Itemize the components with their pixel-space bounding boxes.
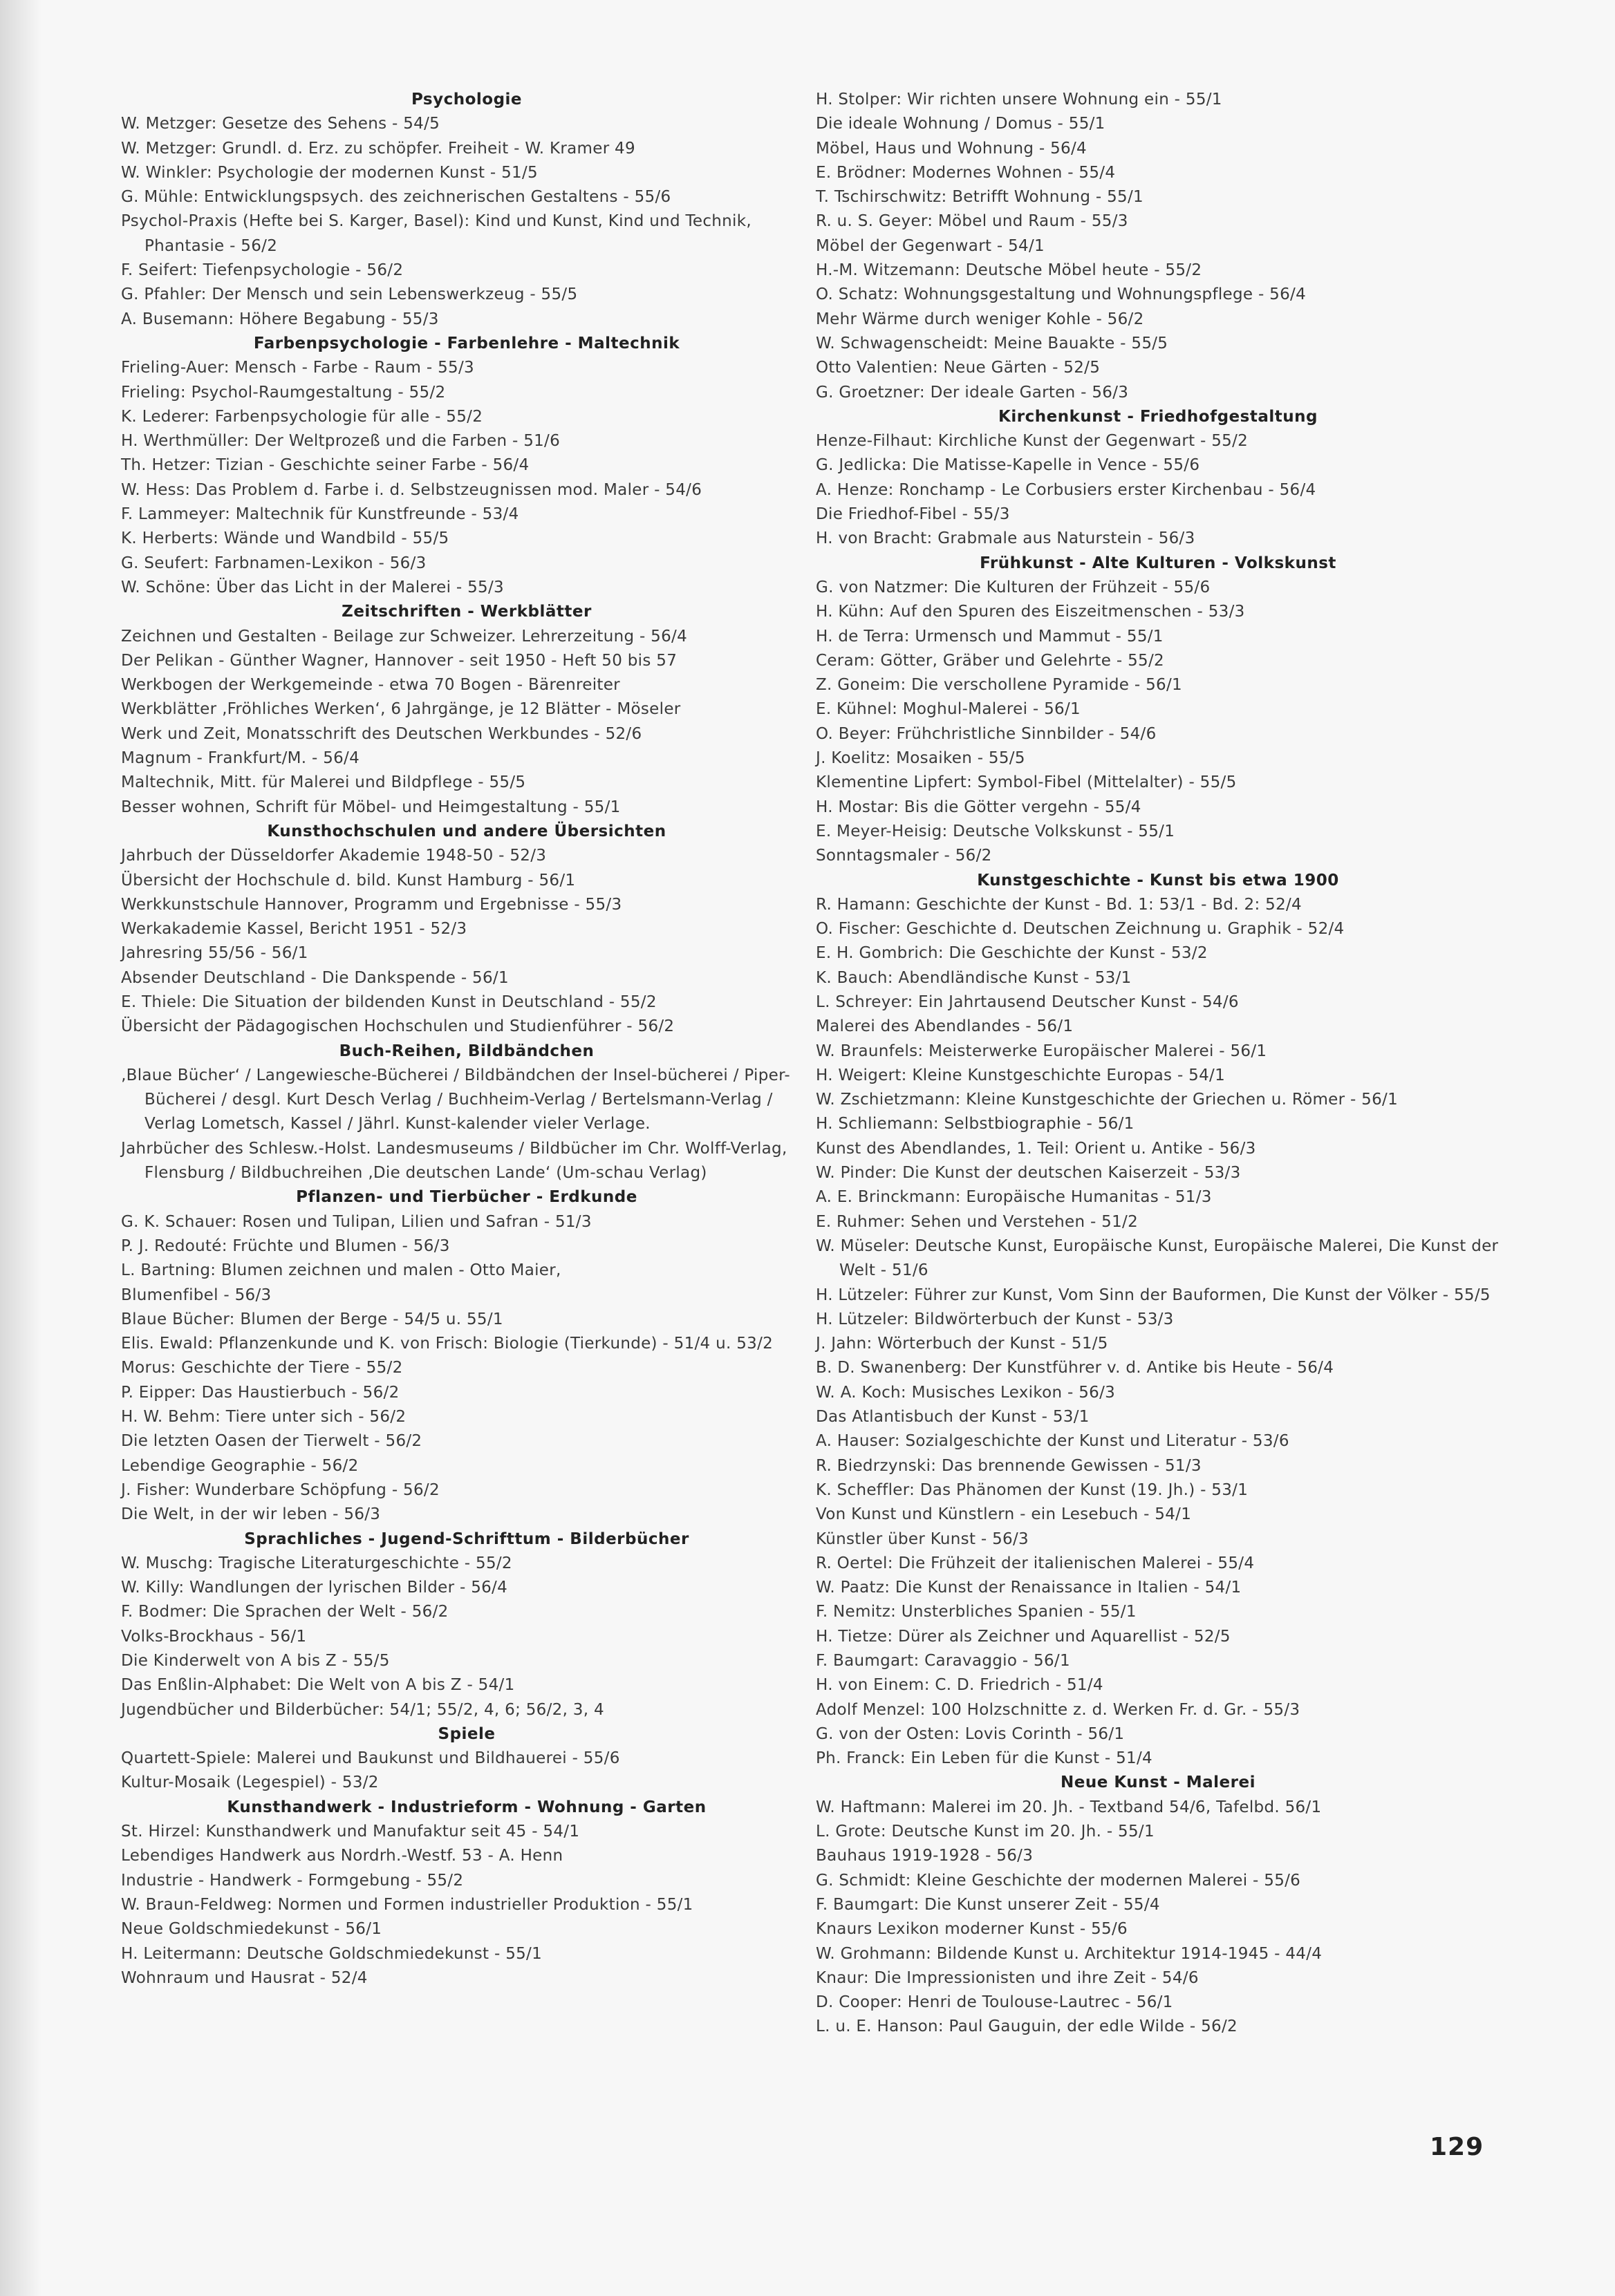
list-item: H. Mostar: Bis die Götter vergehn - 55/4 xyxy=(816,798,1141,816)
list-item: F. Lammeyer: Maltechnik für Kunstfreunde - 53/4 xyxy=(121,505,519,524)
list-item: Adolf Menzel: 100 Holzschnitte z. d. Werken Fr. d. Gr. - 55/3 xyxy=(816,1700,1300,1719)
section-heading: Pflanzen- und Tierbücher - Erdkunde xyxy=(296,1188,637,1207)
page-number: 129 xyxy=(1430,2133,1484,2161)
list-item: H. W. Behm: Tiere unter sich - 56/2 xyxy=(121,1408,407,1427)
list-item: F. Baumgart: Caravaggio - 56/1 xyxy=(816,1652,1070,1670)
list-item: Jahrbuch der Düsseldorfer Akademie 1948-50 - 52/3 xyxy=(121,847,547,865)
list-item: H. Lützeler: Führer zur Kunst, Vom Sinn der Bauformen, Die Kunst der Völker - 55/5 xyxy=(816,1286,1491,1304)
list-item: G. Pfahler: Der Mensch und sein Lebenswerkzeug - 55/5 xyxy=(121,285,578,304)
list-item: E. Meyer-Heisig: Deutsche Volkskunst - 55/1 xyxy=(816,822,1175,840)
section xyxy=(121,1796,812,1991)
list-item: H. Werthmüller: Der Weltprozeß und die Farben - 51/6 xyxy=(121,432,561,451)
book-gutter xyxy=(0,0,41,2296)
list-item: Übersicht der Pädagogischen Hochschulen und Studienführer - 56/2 xyxy=(121,1017,675,1036)
list-item: Werkakademie Kassel, Bericht 1951 - 52/3 xyxy=(121,920,467,939)
list-item: H. von Bracht: Grabmale aus Naturstein - 56/3 xyxy=(816,529,1195,548)
list-item: Industrie - Handwerk - Formgebung - 55/2 xyxy=(121,1871,464,1890)
list-item: R. u. S. Geyer: Möbel und Raum - 55/3 xyxy=(816,212,1128,231)
section-heading: Frühkunst - Alte Kulturen - Volkskunst xyxy=(980,554,1336,572)
section xyxy=(121,1722,812,1796)
section xyxy=(121,88,812,332)
section-heading: Buch-Reihen, Bildbändchen xyxy=(339,1042,595,1060)
list-item: Kunst des Abendlandes, 1. Teil: Orient u. Antike - 56/3 xyxy=(816,1139,1256,1158)
list-item: Otto Valentien: Neue Gärten - 52/5 xyxy=(816,359,1101,377)
list-item: Psychol-Praxis (Hefte bei S. Karger, Basel): Kind und Kunst, Kind und Technik, Phantasie - 56/2 xyxy=(121,212,752,255)
list-item: Ph. Franck: Ein Leben für die Kunst - 51/4 xyxy=(816,1749,1152,1768)
list-item: E. H. Gombrich: Die Geschichte der Kunst - 53/2 xyxy=(816,944,1208,963)
list-item: Die letzten Oasen der Tierwelt - 56/2 xyxy=(121,1432,422,1451)
section xyxy=(816,552,1500,869)
left-column xyxy=(121,88,812,1991)
list-item: Frieling-Auer: Mensch - Farbe - Raum - 55/3 xyxy=(121,359,474,377)
list-item: E. Brödner: Modernes Wohnen - 55/4 xyxy=(816,163,1116,182)
list-item: Elis. Ewald: Pflanzenkunde und K. von Frisch: Biologie (Tierkunde) - 51/4 u. 53/2 xyxy=(121,1335,774,1353)
list-item: Jahrbücher des Schlesw.-Holst. Landesmuseums / Bildbücher im Chr. Wolff-Verlag, Flensburg / Bildbuchreihen ‚Die deutschen Lande‘ (Um-schau Verlag) xyxy=(121,1139,787,1183)
list-item: W. Hess: Das Problem d. Farbe i. d. Selbstzeugnissen mod. Maler - 54/6 xyxy=(121,480,702,499)
list-item: Henze-Filhaut: Kirchliche Kunst der Gegenwart - 55/2 xyxy=(816,432,1249,451)
list-item: E. Thiele: Die Situation der bildenden Kunst in Deutschland - 55/2 xyxy=(121,992,657,1011)
list-item: Mehr Wärme durch weniger Kohle - 56/2 xyxy=(816,310,1144,328)
section-heading: Sprachliches - Jugend-Schrifttum - Bilderbücher xyxy=(244,1530,689,1548)
list-item: H. de Terra: Urmensch und Mammut - 55/1 xyxy=(816,627,1164,646)
list-item: W. Pinder: Die Kunst der deutschen Kaiserzeit - 53/3 xyxy=(816,1164,1241,1183)
list-item: Bauhaus 1919-1928 - 56/3 xyxy=(816,1847,1034,1865)
list-item: G. Mühle: Entwicklungspsych. des zeichnerischen Gestaltens - 55/6 xyxy=(121,188,671,207)
list-item: Zeichnen und Gestalten - Beilage zur Schweizer. Lehrerzeitung - 56/4 xyxy=(121,627,688,646)
list-item: St. Hirzel: Kunsthandwerk und Manufaktur seit 45 - 54/1 xyxy=(121,1823,580,1841)
list-item: W. Winkler: Psychologie der modernen Kunst - 51/5 xyxy=(121,163,538,182)
section xyxy=(121,332,812,600)
section xyxy=(816,405,1500,552)
list-item: K. Scheffler: Das Phänomen der Kunst (19. Jh.) - 53/1 xyxy=(816,1480,1249,1499)
list-item: L. Schreyer: Ein Jahrtausend Deutscher Kunst - 54/6 xyxy=(816,992,1239,1011)
list-item: F. Bodmer: Die Sprachen der Welt - 56/2 xyxy=(121,1603,449,1621)
list-item: Volks-Brockhaus - 56/1 xyxy=(121,1627,307,1646)
list-item: Lebendiges Handwerk aus Nordrh.-Westf. 53 - A. Henn xyxy=(121,1847,563,1865)
list-item: L. u. E. Hanson: Paul Gauguin, der edle Wilde - 56/2 xyxy=(816,2017,1238,2036)
list-item: R. Hamann: Geschichte der Kunst - Bd. 1: 53/1 - Bd. 2: 52/4 xyxy=(816,895,1302,914)
list-item: O. Fischer: Geschichte d. Deutschen Zeichnung u. Graphik - 52/4 xyxy=(816,920,1345,939)
list-item: Neue Goldschmiedekunst - 56/1 xyxy=(121,1920,382,1939)
list-item: W. Braunfels: Meisterwerke Europäischer Malerei - 56/1 xyxy=(816,1042,1267,1060)
list-item: Die Welt, in der wir leben - 56/3 xyxy=(121,1505,381,1524)
list-item: Jahresring 55/56 - 56/1 xyxy=(121,944,308,963)
list-item: O. Schatz: Wohnungsgestaltung und Wohnungspflege - 56/4 xyxy=(816,285,1307,304)
section xyxy=(121,1185,812,1527)
list-item: G. Jedlicka: Die Matisse-Kapelle in Vence - 55/6 xyxy=(816,456,1200,475)
list-item: Lebendige Geographie - 56/2 xyxy=(121,1456,359,1475)
right-column xyxy=(816,88,1500,2040)
list-item: W. A. Koch: Musisches Lexikon - 56/3 xyxy=(816,1383,1116,1402)
list-item: T. Tschirschwitz: Betrifft Wohnung - 55/1 xyxy=(816,188,1143,207)
list-item: G. Seufert: Farbnamen-Lexikon - 56/3 xyxy=(121,554,427,572)
section-heading: Kunsthochschulen und andere Übersichten xyxy=(267,822,666,840)
list-item: Werkkunstschule Hannover, Programm und Ergebnisse - 55/3 xyxy=(121,895,622,914)
section-heading: Spiele xyxy=(438,1724,496,1743)
section-heading: Neue Kunst - Malerei xyxy=(1061,1773,1255,1792)
list-item: W. Paatz: Die Kunst der Renaissance in Italien - 54/1 xyxy=(816,1579,1242,1597)
list-item: Th. Hetzer: Tizian - Geschichte seiner Farbe - 56/4 xyxy=(121,456,530,475)
list-item: Übersicht der Hochschule d. bild. Kunst Hamburg - 56/1 xyxy=(121,871,576,890)
list-item: Wohnraum und Hausrat - 52/4 xyxy=(121,1968,368,1987)
list-item: Werkblätter ‚Fröhliches Werken‘, 6 Jahrgänge, je 12 Blätter - Möseler xyxy=(121,700,681,719)
list-item: E. Ruhmer: Sehen und Verstehen - 51/2 xyxy=(816,1212,1139,1231)
list-item: ‚Blaue Bücher‘ / Langewiesche-Bücherei / Bildbändchen der Insel-bücherei / Piper-Bücherei / desgl. Kurt Desch Verlag / Buchheim-Verlag / Bertelsmann-Verlag / Verlag Lometsch, Kassel / Jährl. Kunst-kalender vieler Verlage. xyxy=(121,1066,790,1133)
list-item: H. Weigert: Kleine Kunstgeschichte Europas - 54/1 xyxy=(816,1066,1226,1084)
list-item: Möbel der Gegenwart - 54/1 xyxy=(816,236,1045,255)
list-item: G. Schmidt: Kleine Geschichte der modernen Malerei - 55/6 xyxy=(816,1871,1301,1890)
section xyxy=(121,820,812,1039)
list-item: H. Schliemann: Selbstbiographie - 56/1 xyxy=(816,1115,1135,1133)
list-item: Absender Deutschland - Die Dankspende - 56/1 xyxy=(121,968,509,987)
list-item: W. Schwagenscheidt: Meine Bauakte - 55/5 xyxy=(816,334,1168,352)
list-item: R. Biedrzynski: Das brennende Gewissen - 51/3 xyxy=(816,1456,1202,1475)
list-item: H. Tietze: Dürer als Zeichner und Aquarellist - 52/5 xyxy=(816,1627,1231,1646)
list-item: Das Atlantisbuch der Kunst - 53/1 xyxy=(816,1408,1090,1427)
list-item: Quartett-Spiele: Malerei und Baukunst und Bildhauerei - 55/6 xyxy=(121,1749,620,1768)
list-item: Der Pelikan - Günther Wagner, Hannover - seit 1950 - Heft 50 bis 57 xyxy=(121,651,678,670)
list-item: Knaur: Die Impressionisten und ihre Zeit - 54/6 xyxy=(816,1968,1199,1987)
list-item: Die Friedhof-Fibel - 55/3 xyxy=(816,505,1010,524)
list-item: R. Oertel: Die Frühzeit der italienischen Malerei - 55/4 xyxy=(816,1554,1255,1572)
list-item: K. Herberts: Wände und Wandbild - 55/5 xyxy=(121,529,449,548)
list-item: G. von Natzmer: Die Kulturen der Frühzeit - 55/6 xyxy=(816,578,1211,596)
list-item: Magnum - Frankfurt/M. - 56/4 xyxy=(121,749,360,768)
list-item: G. von der Osten: Lovis Corinth - 56/1 xyxy=(816,1724,1125,1743)
list-item: Z. Goneim: Die verschollene Pyramide - 56/1 xyxy=(816,676,1182,695)
list-item: G. Groetzner: Der ideale Garten - 56/3 xyxy=(816,383,1129,402)
list-item: Von Kunst und Künstlern - ein Lesebuch - 54/1 xyxy=(816,1505,1192,1524)
list-item: W. Killy: Wandlungen der lyrischen Bilder - 56/4 xyxy=(121,1579,508,1597)
list-item: K. Lederer: Farbenpsychologie für alle - 55/2 xyxy=(121,407,483,426)
list-item: Kultur-Mosaik (Legespiel) - 53/2 xyxy=(121,1773,379,1792)
list-item: H. von Einem: C. D. Friedrich - 51/4 xyxy=(816,1676,1103,1695)
list-item: W. Zschietzmann: Kleine Kunstgeschichte der Griechen u. Römer - 56/1 xyxy=(816,1091,1399,1109)
list-item: O. Beyer: Frühchristliche Sinnbilder - 54/6 xyxy=(816,724,1157,743)
list-item: K. Bauch: Abendländische Kunst - 53/1 xyxy=(816,968,1132,987)
list-item: Frieling: Psychol-Raumgestaltung - 55/2 xyxy=(121,383,446,402)
section-heading: Zeitschriften - Werkblätter xyxy=(342,603,592,621)
list-item: H. Leitermann: Deutsche Goldschmiedekunst - 55/1 xyxy=(121,1944,543,1963)
list-item: A. Busemann: Höhere Begabung - 55/3 xyxy=(121,310,439,328)
list-item: L. Grote: Deutsche Kunst im 20. Jh. - 55/1 xyxy=(816,1823,1155,1841)
list-item: B. D. Swanenberg: Der Kunstführer v. d. Antike bis Heute - 56/4 xyxy=(816,1359,1334,1377)
list-item: W. Müseler: Deutsche Kunst, Europäische Kunst, Europäische Malerei, Die Kunst der Welt - 51/6 xyxy=(816,1236,1499,1280)
list-item: P. Eipper: Das Haustierbuch - 56/2 xyxy=(121,1383,400,1402)
section-heading: Psychologie xyxy=(411,91,523,109)
list-item: Das Enßlin-Alphabet: Die Welt von A bis Z - 54/1 xyxy=(121,1676,515,1695)
section xyxy=(121,1039,812,1186)
list-item: F. Baumgart: Die Kunst unserer Zeit - 55/4 xyxy=(816,1895,1160,1914)
list-item: Die Kinderwelt von A bis Z - 55/5 xyxy=(121,1652,390,1670)
section xyxy=(816,869,1500,1771)
list-item: F. Seifert: Tiefenpsychologie - 56/2 xyxy=(121,261,404,280)
list-item: Sonntagsmaler - 56/2 xyxy=(816,847,992,865)
section-heading: Farbenpsychologie - Farbenlehre - Maltechnik xyxy=(253,334,680,352)
list-item: L. Bartning: Blumen zeichnen und malen - Otto Maier, xyxy=(121,1261,561,1280)
list-item: Möbel, Haus und Wohnung - 56/4 xyxy=(816,139,1087,158)
list-item: E. Kühnel: Moghul-Malerei - 56/1 xyxy=(816,700,1081,719)
list-item: H. Lützeler: Bildwörterbuch der Kunst - 53/3 xyxy=(816,1310,1174,1328)
list-item: Blumenfibel - 56/3 xyxy=(121,1286,272,1304)
list-item: Künstler über Kunst - 56/3 xyxy=(816,1530,1029,1548)
list-item: D. Cooper: Henri de Toulouse-Lautrec - 56/1 xyxy=(816,1993,1173,2012)
list-item: G. K. Schauer: Rosen und Tulipan, Lilien und Safran - 51/3 xyxy=(121,1212,592,1231)
section xyxy=(121,1527,812,1722)
list-item: W. Braun-Feldweg: Normen und Formen industrieller Produktion - 55/1 xyxy=(121,1895,693,1914)
list-item: H. Kühn: Auf den Spuren des Eiszeitmenschen - 53/3 xyxy=(816,603,1245,621)
section xyxy=(816,88,1500,405)
list-item: Malerei des Abendlandes - 56/1 xyxy=(816,1017,1074,1036)
list-item: P. J. Redouté: Früchte und Blumen - 56/3 xyxy=(121,1236,450,1255)
list-item: Werk und Zeit, Monatsschrift des Deutschen Werkbundes - 52/6 xyxy=(121,724,642,743)
list-item: F. Nemitz: Unsterbliches Spanien - 55/1 xyxy=(816,1603,1137,1621)
list-item: W. Muschg: Tragische Literaturgeschichte - 55/2 xyxy=(121,1554,512,1572)
list-item: W. Haftmann: Malerei im 20. Jh. - Textband 54/6, Tafelbd. 56/1 xyxy=(816,1798,1322,1816)
list-item: H. Stolper: Wir richten unsere Wohnung ein - 55/1 xyxy=(816,91,1222,109)
list-item: Blaue Bücher: Blumen der Berge - 54/5 u. 55/1 xyxy=(121,1310,503,1328)
list-item: Jugendbücher und Bilderbücher: 54/1; 55/2, 4, 6; 56/2, 3, 4 xyxy=(121,1700,604,1719)
list-item: A. Henze: Ronchamp - Le Corbusiers erster Kirchenbau - 56/4 xyxy=(816,480,1316,499)
section-heading: Kunsthandwerk - Industrieform - Wohnung - Garten xyxy=(227,1798,707,1816)
list-item: Maltechnik, Mitt. für Malerei und Bildpflege - 55/5 xyxy=(121,773,526,792)
section-heading: Kirchenkunst - Friedhofgestaltung xyxy=(998,407,1318,426)
list-item: Werkbogen der Werkgemeinde - etwa 70 Bogen - Bärenreiter xyxy=(121,676,620,695)
list-item: Morus: Geschichte der Tiere - 55/2 xyxy=(121,1359,403,1377)
list-item: A. Hauser: Sozialgeschichte der Kunst und Literatur - 53/6 xyxy=(816,1432,1289,1451)
list-item: Knaurs Lexikon moderner Kunst - 55/6 xyxy=(816,1920,1128,1939)
section xyxy=(816,1771,1500,2039)
list-item: J. Koelitz: Mosaiken - 55/5 xyxy=(816,749,1025,768)
section xyxy=(121,600,812,820)
list-item: Besser wohnen, Schrift für Möbel- und Heimgestaltung - 55/1 xyxy=(121,798,621,816)
list-item: Ceram: Götter, Gräber und Gelehrte - 55/2 xyxy=(816,651,1164,670)
list-item: J. Fisher: Wunderbare Schöpfung - 56/2 xyxy=(121,1480,440,1499)
list-item: J. Jahn: Wörterbuch der Kunst - 51/5 xyxy=(816,1335,1108,1353)
list-item: W. Schöne: Über das Licht in der Malerei - 55/3 xyxy=(121,578,504,596)
section-heading: Kunstgeschichte - Kunst bis etwa 1900 xyxy=(977,871,1339,890)
list-item: Klementine Lipfert: Symbol-Fibel (Mittelalter) - 55/5 xyxy=(816,773,1237,792)
list-item: W. Metzger: Grundl. d. Erz. zu schöpfer. Freiheit - W. Kramer 49 xyxy=(121,139,635,158)
list-item: W. Metzger: Gesetze des Sehens - 54/5 xyxy=(121,115,440,133)
list-item: W. Grohmann: Bildende Kunst u. Architektur 1914-1945 - 44/4 xyxy=(816,1944,1323,1963)
list-item: Die ideale Wohnung / Domus - 55/1 xyxy=(816,115,1105,133)
list-item: H.-M. Witzemann: Deutsche Möbel heute - 55/2 xyxy=(816,261,1202,280)
list-item: A. E. Brinckmann: Europäische Humanitas - 51/3 xyxy=(816,1188,1212,1207)
